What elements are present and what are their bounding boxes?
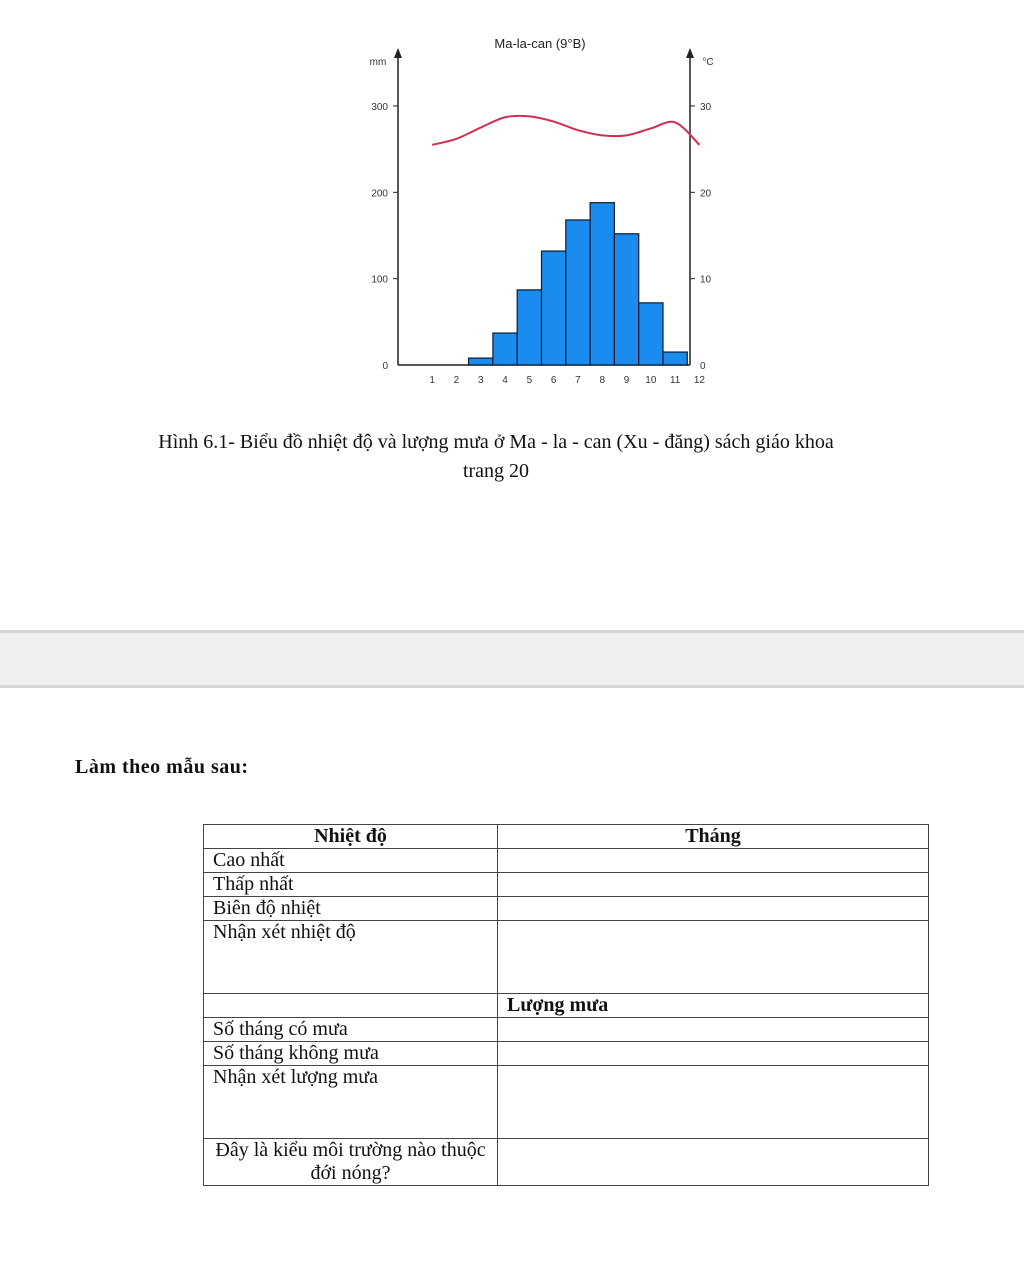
rain-header-row — [204, 994, 929, 1018]
answer-cell[interactable] — [498, 849, 929, 873]
answer-cell[interactable] — [498, 873, 929, 897]
x-tick-label: 5 — [526, 375, 533, 386]
header-temperature: Nhiệt độ — [204, 825, 498, 849]
right-axis-unit: °C — [702, 57, 714, 68]
table-row — [204, 1139, 929, 1186]
figure-caption — [0, 428, 992, 486]
row-label-range: Biên độ nhiệt — [204, 897, 498, 921]
answer-cell[interactable] — [498, 1018, 929, 1042]
x-tick-label: 7 — [575, 375, 581, 386]
x-tick-label: 4 — [502, 375, 508, 386]
answer-cell[interactable] — [498, 1139, 929, 1186]
table-row — [204, 1018, 929, 1042]
row-label-temp-comment: Nhận xét nhiệt độ — [204, 921, 498, 994]
page-separator — [0, 630, 1024, 688]
rainfall-bar — [639, 303, 663, 365]
table-header-row — [204, 825, 929, 849]
x-tick-label: 6 — [550, 375, 557, 386]
right-tick-label: 20 — [700, 188, 712, 200]
rainfall-bar — [493, 333, 517, 365]
x-tick-label: 9 — [623, 375, 630, 386]
x-tick-label: 3 — [477, 375, 484, 386]
rainfall-bar — [614, 234, 638, 365]
rain-header-blank — [204, 994, 498, 1018]
x-tick-label: 1 — [429, 375, 435, 386]
row-label-environment: Đây là kiểu môi trường nào thuộc đới nóng? — [204, 1139, 498, 1186]
rainfall-bar — [542, 251, 566, 365]
temperature-line — [432, 116, 699, 145]
rainfall-bar — [469, 358, 493, 365]
left-tick-label: 200 — [371, 188, 388, 200]
x-tick-label: 10 — [645, 375, 657, 386]
x-tick-label: 11 — [669, 375, 681, 386]
worksheet-table — [203, 824, 929, 1186]
rainfall-bar — [663, 352, 687, 365]
right-axis-arrow — [686, 48, 694, 58]
row-label-rain-months: Số tháng có mưa — [204, 1018, 498, 1042]
left-axis-unit: mm — [369, 57, 387, 68]
caption-line-2: trang 20 — [462, 460, 530, 482]
table-row — [204, 897, 929, 921]
table-row — [204, 873, 929, 897]
table-row — [204, 1042, 929, 1066]
row-label-rain-comment: Nhận xét lượng mưa — [204, 1066, 498, 1139]
right-tick-label: 30 — [700, 102, 712, 113]
table-row — [204, 1066, 929, 1139]
header-month: Tháng — [498, 825, 929, 849]
left-tick-label: 100 — [371, 274, 388, 286]
x-tick-label: 12 — [693, 375, 706, 386]
answer-cell[interactable] — [498, 921, 929, 994]
row-label-min: Thấp nhất — [204, 873, 498, 897]
caption-line-1: Hình 6.1- Biểu đồ nhiệt độ và lượng mưa ở Ma - la - can (Xu - đăng) sách giáo khoa — [158, 431, 834, 453]
answer-cell[interactable] — [498, 1066, 929, 1139]
header-rainfall: Lượng mưa — [498, 994, 929, 1018]
x-tick-label: 2 — [453, 375, 460, 386]
chart-title: Ma-la-can (9°B) — [494, 36, 586, 51]
table-row — [204, 849, 929, 873]
row-label-dry-months: Số tháng không mưa — [204, 1042, 498, 1066]
left-tick-label: 0 — [382, 361, 388, 372]
x-tick-label: 8 — [599, 375, 606, 386]
row-label-max: Cao nhất — [204, 849, 498, 873]
answer-cell[interactable] — [498, 897, 929, 921]
rainfall-bar — [517, 290, 541, 365]
answer-cell[interactable] — [498, 1042, 929, 1066]
right-tick-label: 0 — [700, 361, 706, 372]
instruction-text: Làm theo mẫu sau: — [75, 756, 249, 778]
left-tick-label: 300 — [371, 102, 388, 113]
rainfall-bar — [590, 203, 614, 365]
left-axis-arrow — [394, 48, 402, 58]
climate-chart — [350, 28, 730, 398]
rainfall-bar — [566, 220, 590, 365]
table-row — [204, 921, 929, 994]
right-tick-label: 10 — [700, 274, 712, 286]
